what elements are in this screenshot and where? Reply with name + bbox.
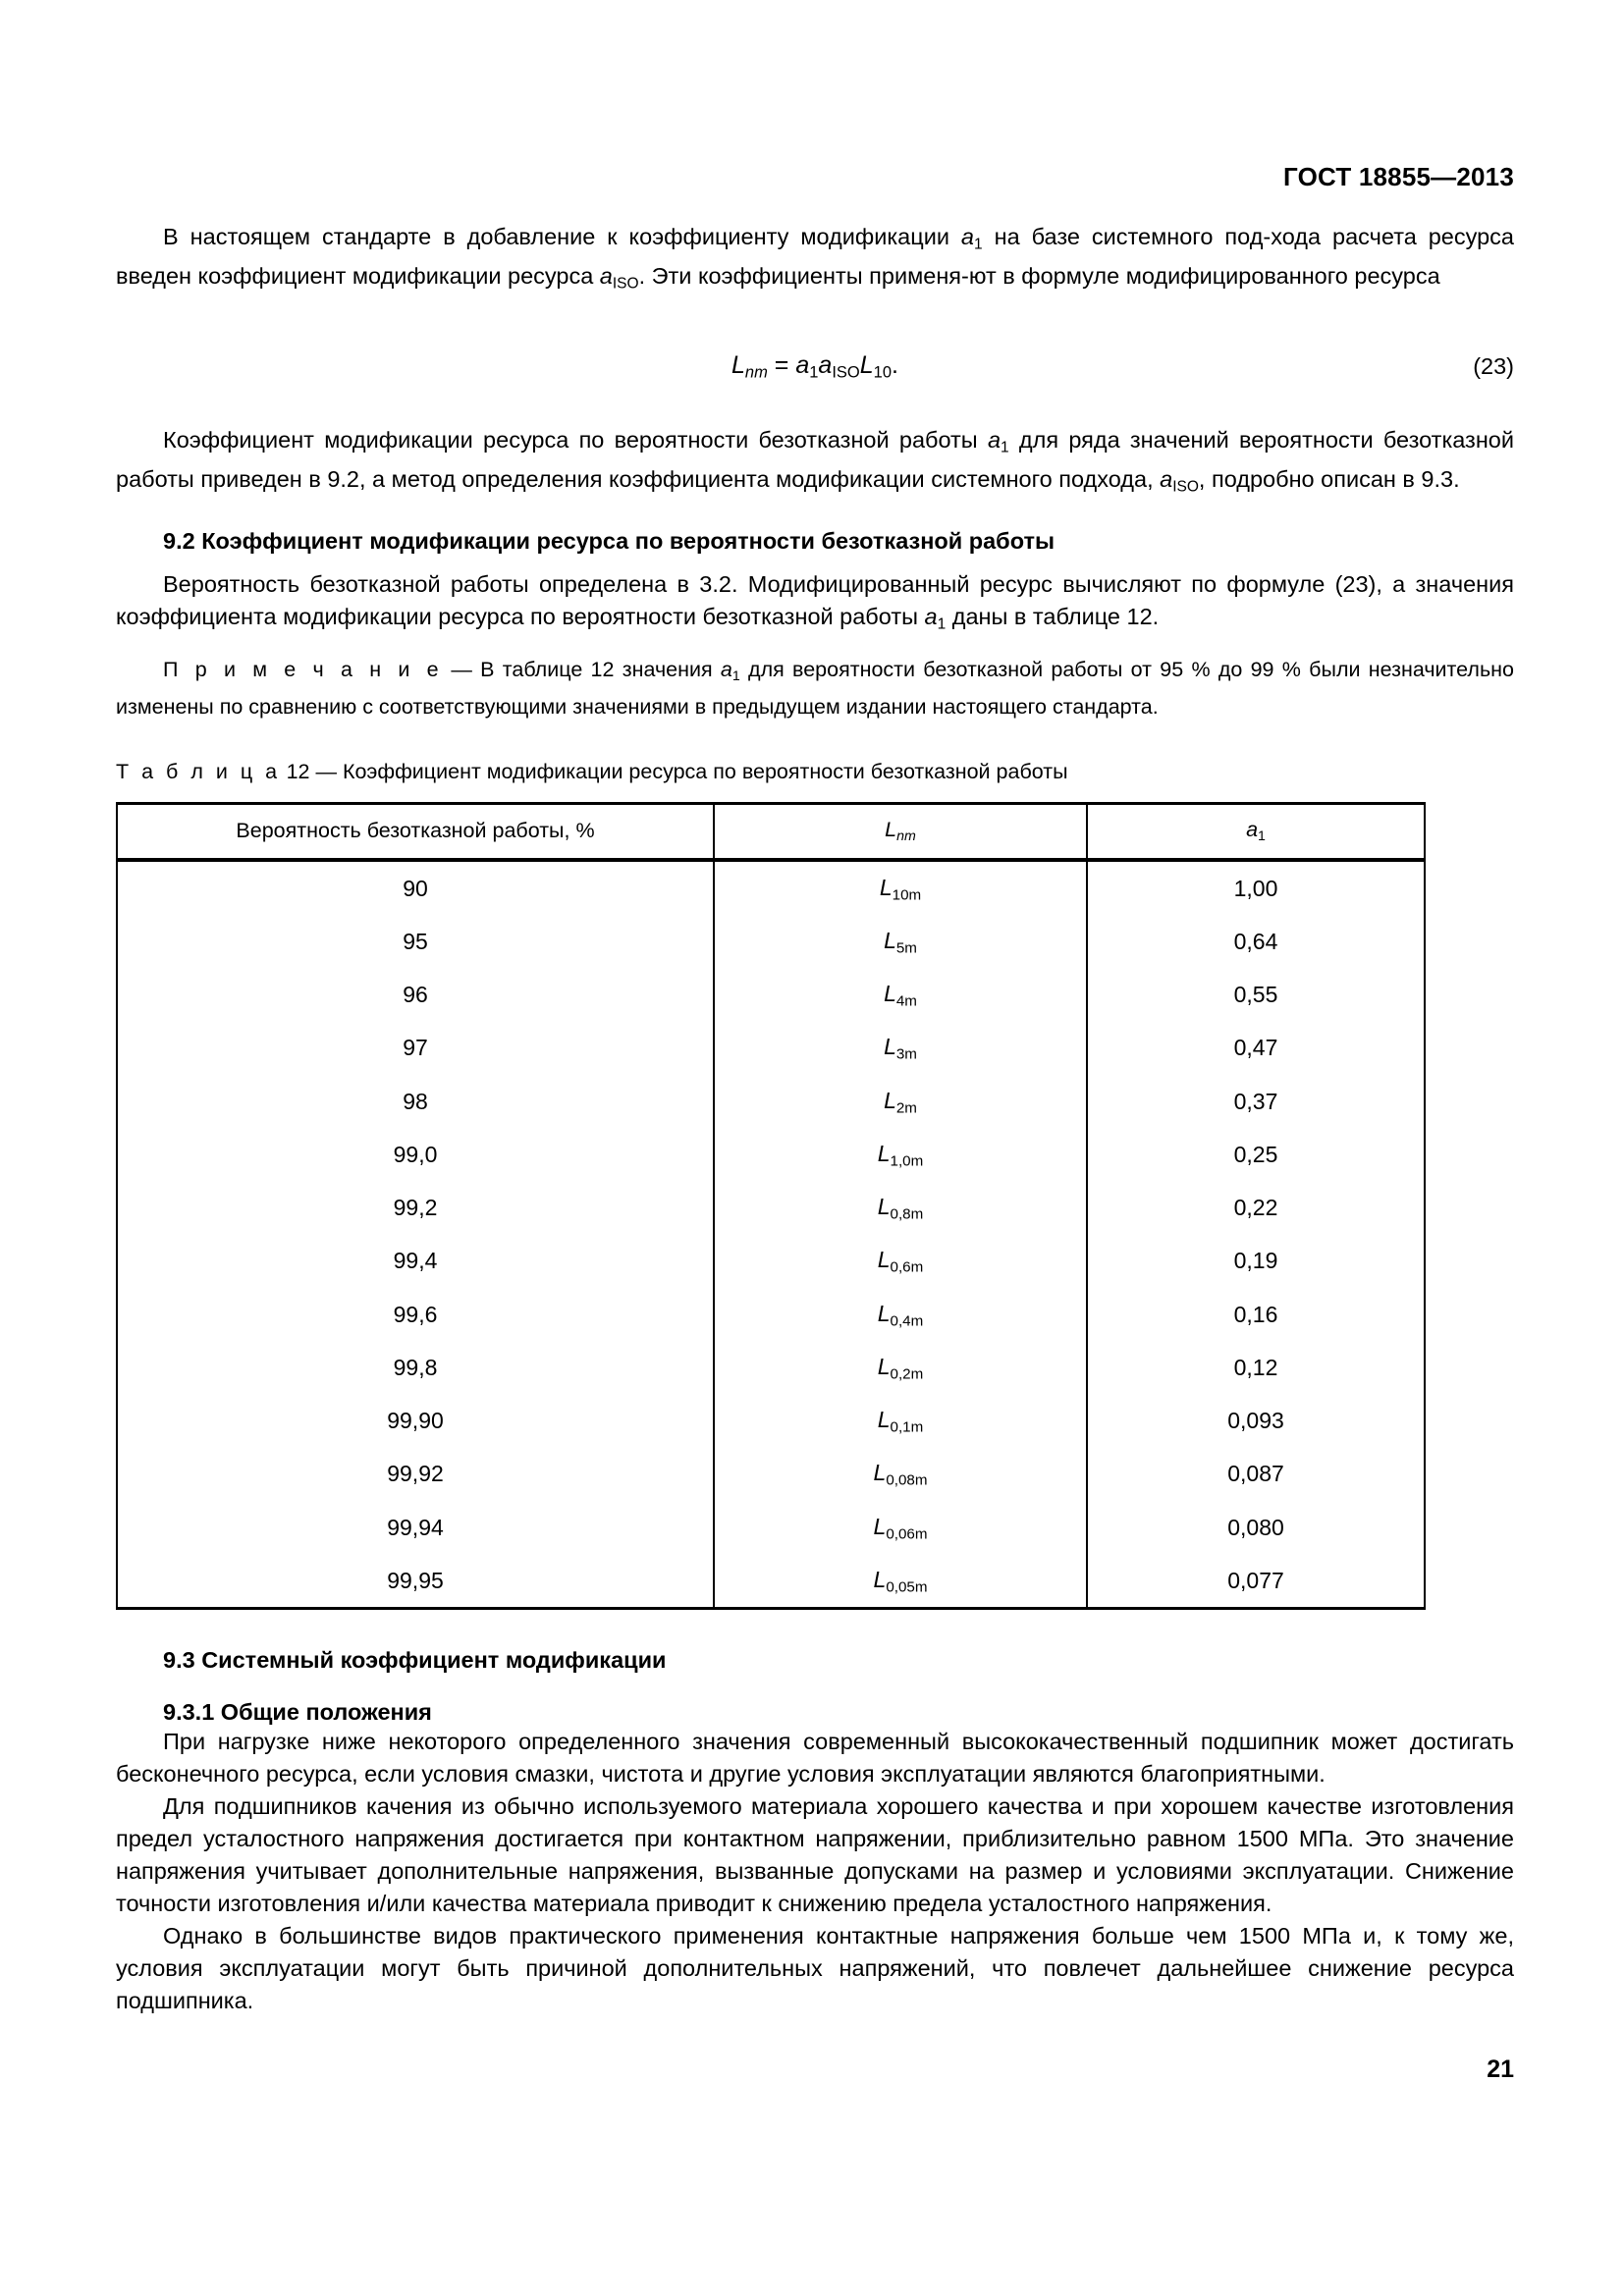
cell-life: $L_{10m}$ bbox=[714, 860, 1087, 915]
cell-probability: 90 bbox=[117, 860, 714, 915]
cell-life: $L_{0,1m}$ bbox=[714, 1394, 1087, 1447]
table-12-header bbox=[117, 803, 1425, 859]
table-row bbox=[117, 860, 1425, 915]
table-row bbox=[117, 1341, 1425, 1394]
table-header-row bbox=[117, 803, 1425, 859]
table-12-caption bbox=[116, 760, 1514, 784]
cell-life: $L_{0,4m}$ bbox=[714, 1288, 1087, 1341]
cell-a1: 0,64 bbox=[1233, 928, 1278, 954]
symbol-aiso: a bbox=[599, 263, 613, 290]
cell-life: $L_{0,06m}$ bbox=[714, 1501, 1087, 1554]
cell-life: $L_{2m}$ bbox=[714, 1075, 1087, 1128]
cell-probability: 99,94 bbox=[117, 1501, 714, 1554]
formula-23-row bbox=[116, 342, 1514, 399]
table-row bbox=[117, 1234, 1425, 1287]
table-row bbox=[117, 1128, 1425, 1181]
cell-a1: 0,093 bbox=[1227, 1408, 1284, 1434]
cell-life: $L_{0,08m}$ bbox=[714, 1447, 1087, 1500]
table-row bbox=[117, 1288, 1425, 1341]
symbol-a1-subscript: 1 bbox=[974, 236, 983, 253]
table-row bbox=[117, 1075, 1425, 1128]
table-caption-dash: — bbox=[315, 759, 337, 783]
table-12 bbox=[116, 802, 1426, 1610]
cell-a1: 0,16 bbox=[1233, 1301, 1278, 1327]
cell-probability: 95 bbox=[117, 915, 714, 968]
cell-probability: 96 bbox=[117, 968, 714, 1021]
cell-probability: 97 bbox=[117, 1021, 714, 1074]
document-standard-header: ГОСТ 18855—2013 bbox=[1283, 162, 1514, 191]
table-row bbox=[117, 1181, 1425, 1234]
page-number: 21 bbox=[1487, 2056, 1514, 2083]
note-dash: — bbox=[451, 657, 472, 681]
table-row bbox=[117, 968, 1425, 1021]
after-formula-paragraph: Коэффициент модификации ресурса по вероятности безотказной работы $a_1$ для ряда значений вероятности безотказной работы приведен в 9.2, а метод определения коэффициента модификации системного подхода, $a_{ISO}$, подробно описан в 9.3. bbox=[116, 426, 1514, 496]
cell-a1: 1,00 bbox=[1233, 875, 1278, 901]
table-row bbox=[117, 1554, 1425, 1609]
formula-23-expression: $L_{nm} = a_1a_{ISO}L_{10}$. bbox=[731, 350, 898, 382]
section-931-paragraph-1: При нагрузке ниже некоторого определенного значения современный высококачественный подшипник может достигать бесконечного ресурса, если условия смазки, чистота и другие условия эксплуатации являются благоприятными. bbox=[116, 1729, 1514, 1788]
cell-a1: 0,22 bbox=[1233, 1195, 1278, 1221]
cell-probability: 99,95 bbox=[117, 1554, 714, 1609]
cell-a1: 0,080 bbox=[1227, 1514, 1284, 1540]
cell-life: $L_{0,05m}$ bbox=[714, 1554, 1087, 1609]
cell-probability: 99,8 bbox=[117, 1341, 714, 1394]
cell-life: $L_{5m}$ bbox=[714, 915, 1087, 968]
cell-probability: 99,4 bbox=[117, 1234, 714, 1287]
cell-probability: 99,0 bbox=[117, 1128, 714, 1181]
cell-life: $L_{0,6m}$ bbox=[714, 1234, 1087, 1287]
table-row bbox=[117, 1447, 1425, 1500]
table-row bbox=[117, 915, 1425, 968]
cell-life: $L_{3m}$ bbox=[714, 1021, 1087, 1074]
note-label: П р и м е ч а н и е bbox=[163, 657, 444, 681]
table-row bbox=[117, 1394, 1425, 1447]
cell-life: $L_{0,8m}$ bbox=[714, 1181, 1087, 1234]
cell-probability: 98 bbox=[117, 1075, 714, 1128]
symbol-aiso-subscript: ISO bbox=[612, 275, 639, 293]
cell-a1: 0,087 bbox=[1227, 1461, 1284, 1487]
cell-probability: 99,6 bbox=[117, 1288, 714, 1341]
cell-life: $L_{1,0m}$ bbox=[714, 1128, 1087, 1181]
section-931-subheading: 9.3.1 Общие положения bbox=[163, 1699, 432, 1726]
table-caption-label: Т а б л и ц а bbox=[116, 759, 281, 783]
cell-probability: 99,90 bbox=[117, 1394, 714, 1447]
section-931-paragraph-2: Для подшипников качения из обычно используемого материала хорошего качества и при хорошем качестве изготовления предел усталостного напряжения достигается при контактном напряжении, приблизительно равном 1500 МПа. Это значение напряжения учитывает дополнительные напряжения, вызванные допусками на размер и условиями эксплуатации. Снижение точности изготовления и/или качества материала приводит к снижению предела усталостного напряжения. bbox=[116, 1793, 1514, 1917]
column-header-probability: Вероятность безотказной работы, % bbox=[117, 803, 714, 859]
cell-life: $L_{4m}$ bbox=[714, 968, 1087, 1021]
cell-a1: 0,47 bbox=[1233, 1035, 1278, 1061]
section-92-note: П р и м е ч а н и е — В таблице 12 значения $a_1$ для вероятности безотказной работы от 95 % до 99 % были незначительно изменены по сравнению с соответствующими значениями в предыдущем издании настоящего стандарта. bbox=[116, 657, 1514, 719]
cell-a1: 0,37 bbox=[1233, 1088, 1278, 1114]
column-header-a1: $a_1$ bbox=[1087, 803, 1425, 859]
cell-a1: 0,25 bbox=[1233, 1141, 1278, 1167]
table-caption-number: 12 bbox=[286, 759, 310, 783]
cell-life: $L_{0,2m}$ bbox=[714, 1341, 1087, 1394]
cell-a1: 0,19 bbox=[1233, 1248, 1278, 1274]
section-93-heading: 9.3 Системный коэффициент модификации bbox=[163, 1647, 667, 1674]
table-12-body bbox=[117, 860, 1425, 1609]
table-row bbox=[117, 1021, 1425, 1074]
symbol-a1: a bbox=[960, 224, 974, 249]
intro-paragraph: В настоящем стандарте в добавление к коэффициенту модификации $a_1$ на базе системного под-хода расчета ресурса введен коэффициент модификации ресурса $a_{ISO}$. Эти коэффициенты применя-ют в формуле модифицированного ресурса bbox=[116, 224, 1514, 293]
cell-probability: 99,2 bbox=[117, 1181, 714, 1234]
cell-a1: 0,55 bbox=[1233, 982, 1278, 1008]
table-caption-title: Коэффициент модификации ресурса по вероятности безотказной работы bbox=[342, 759, 1068, 783]
cell-probability: 99,92 bbox=[117, 1447, 714, 1500]
page-content bbox=[116, 0, 1514, 2017]
column-header-life: $L_{nm}$ bbox=[714, 803, 1087, 859]
cell-a1: 0,077 bbox=[1227, 1567, 1284, 1593]
section-931-paragraph-3: Однако в большинстве видов практического применения контактные напряжения больше чем 1500 МПа и, к тому же, условия эксплуатации могут быть причиной дополнительных напряжений, что повлечет дальнейшее снижение ресурса подшипника. bbox=[116, 1923, 1514, 2014]
section-92-paragraph: Вероятность безотказной работы определена в 3.2. Модифицированный ресурс вычисляют по формуле (23), а значения коэффициента модификации ресурса по вероятности безотказной работы $a_1$ даны в таблице 12. bbox=[116, 571, 1514, 633]
formula-23-number: (23) bbox=[1473, 352, 1514, 379]
table-row bbox=[117, 1501, 1425, 1554]
cell-a1: 0,12 bbox=[1233, 1354, 1278, 1380]
section-92-heading: 9.2 Коэффициент модификации ресурса по вероятности безотказной работы bbox=[163, 528, 1056, 555]
